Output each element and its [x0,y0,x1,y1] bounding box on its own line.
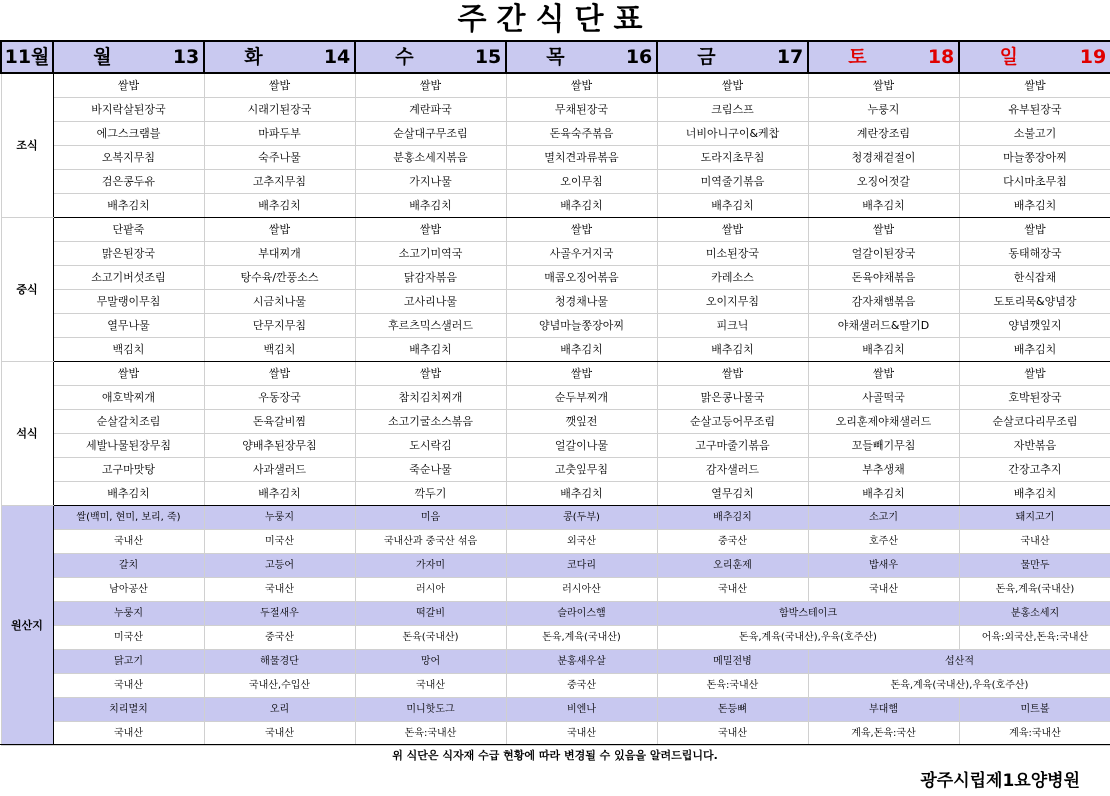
origin-country: 남아공산 [53,578,204,602]
menu-item: 소고기굴소스볶음 [355,410,506,434]
weekly-menu-table [0,40,1110,746]
menu-item: 미소된장국 [657,242,808,266]
menu-item: 고춧잎무침 [506,458,657,482]
menu-item: 쌀밥 [959,362,1110,386]
origin-ingredient: 섭산적 [808,650,1110,674]
origin-ingredient: 두절새우 [204,602,355,626]
menu-item: 돈육갈비찜 [204,410,355,434]
menu-item: 쌀밥 [808,218,959,242]
menu-item: 쌀밥 [808,362,959,386]
origin-ingredient: 돼지고기 [959,506,1110,530]
menu-item: 부대찌개 [204,242,355,266]
menu-item: 배추김치 [204,482,355,506]
menu-item: 양배추된장무침 [204,434,355,458]
day-number: 16 [625,46,653,68]
origin-country: 국내산 [808,578,959,602]
day-header [355,41,506,73]
origin-country: 국내산 [53,674,204,698]
menu-item: 배추김치 [506,338,657,362]
origin-country: 국내산 [657,722,808,746]
menu-item: 참치김치찌개 [355,386,506,410]
menu-item: 단무지무침 [204,314,355,338]
day-name: 월 [93,46,112,68]
origin-ingredient: 가자미 [355,554,506,578]
origin-country: 계육,돈육:국산 [808,722,959,746]
origin-ingredient: 누룽지 [204,506,355,530]
menu-item: 마늘쫑장아찌 [959,146,1110,170]
menu-item: 오이지무침 [657,290,808,314]
menu-item: 단팥죽 [53,218,204,242]
origin-country: 국내산 [959,530,1110,554]
meal-label: 석식 [1,362,53,506]
origin-row [1,530,1110,554]
day-header [808,41,959,73]
menu-item: 시금치나물 [204,290,355,314]
menu-item: 사골떡국 [808,386,959,410]
day-number: 19 [1079,46,1107,68]
origin-ingredient: 비엔나 [506,698,657,722]
menu-item: 오리훈제야채샐러드 [808,410,959,434]
menu-item: 도토리묵&양념장 [959,290,1110,314]
menu-item: 깻잎전 [506,410,657,434]
menu-item: 배추김치 [959,338,1110,362]
origin-country: 국내산 [355,674,506,698]
menu-item: 호박된장국 [959,386,1110,410]
origin-ingredient: 누룽지 [53,602,204,626]
origin-ingredient: 코다리 [506,554,657,578]
menu-item: 청경채나물 [506,290,657,314]
menu-row [1,338,1110,362]
menu-item: 야채샐러드&딸기D [808,314,959,338]
menu-item: 배추김치 [355,194,506,218]
origin-country: 돈육,계육(국내산),우육(호주산) [657,626,959,650]
menu-item: 오징어젓갈 [808,170,959,194]
menu-item: 배추김치 [808,338,959,362]
menu-item: 맑은된장국 [53,242,204,266]
menu-item: 마파두부 [204,122,355,146]
menu-item: 카레소스 [657,266,808,290]
menu-row [1,146,1110,170]
day-name: 토 [848,46,867,68]
origin-ingredient: 메밀전병 [657,650,808,674]
menu-item: 깍두기 [355,482,506,506]
menu-item: 가지나물 [355,170,506,194]
day-number: 18 [927,46,955,68]
menu-item: 쌀밥 [355,218,506,242]
menu-item: 시래기된장국 [204,98,355,122]
menu-item: 간장고추지 [959,458,1110,482]
menu-item: 검은콩두유 [53,170,204,194]
origin-country: 국내산 [657,578,808,602]
menu-item: 무말랭이무침 [53,290,204,314]
origin-row [1,506,1110,530]
menu-item: 열무나물 [53,314,204,338]
origin-country: 호주산 [808,530,959,554]
origin-ingredient: 치리멸치 [53,698,204,722]
day-header [657,41,808,73]
day-number: 15 [474,46,502,68]
menu-item: 애호박찌개 [53,386,204,410]
menu-item: 배추김치 [808,482,959,506]
origin-ingredient: 콩(두부) [506,506,657,530]
origin-ingredient: 해물경단 [204,650,355,674]
origin-country: 국내산 [53,530,204,554]
origin-row [1,722,1110,746]
day-name: 일 [999,46,1018,68]
origin-label: 원산지 [1,506,53,746]
origin-ingredient: 미음 [355,506,506,530]
menu-item: 누룽지 [808,98,959,122]
menu-item: 쌀밥 [959,73,1110,98]
menu-row [1,242,1110,266]
origin-row [1,602,1110,626]
menu-item: 바지락살된장국 [53,98,204,122]
origin-country: 미국산 [204,530,355,554]
origin-country: 어육:외국산,돈육:국내산 [959,626,1110,650]
menu-item: 쌀밥 [53,73,204,98]
origin-ingredient: 오리 [204,698,355,722]
origin-country: 러시아 [355,578,506,602]
origin-ingredient: 떡갈비 [355,602,506,626]
menu-item: 미역줄기볶음 [657,170,808,194]
day-number: 14 [323,46,351,68]
day-name: 수 [395,46,414,68]
day-name: 목 [546,46,565,68]
menu-item: 매콤오징어볶음 [506,266,657,290]
origin-ingredient: 슬라이스햄 [506,602,657,626]
menu-item: 사골우거지국 [506,242,657,266]
menu-change-notice: 위 식단은 식자재 수급 현황에 따라 변경될 수 있음을 알려드립니다. [0,744,1110,767]
menu-item: 자반볶음 [959,434,1110,458]
menu-item: 얼갈이된장국 [808,242,959,266]
menu-item: 오이무침 [506,170,657,194]
origin-country: 미국산 [53,626,204,650]
origin-country: 계육:국내산 [959,722,1110,746]
page-title: 주간식단표 [457,2,653,37]
day-header [204,41,355,73]
origin-row [1,626,1110,650]
menu-item: 무채된장국 [506,98,657,122]
menu-item: 탕수육/깐풍소스 [204,266,355,290]
origin-country: 돈육,계육(국내산),우육(호주산) [808,674,1110,698]
origin-ingredient: 소고기 [808,506,959,530]
menu-row [1,98,1110,122]
menu-item: 소고기버섯조림 [53,266,204,290]
origin-ingredient: 쌀(백미, 현미, 보리, 죽) [53,506,204,530]
menu-item: 배추김치 [959,482,1110,506]
menu-item: 백김치 [53,338,204,362]
menu-item: 유부된장국 [959,98,1110,122]
menu-item: 동태해장국 [959,242,1110,266]
menu-item: 쌀밥 [657,362,808,386]
origin-ingredient: 물만두 [959,554,1110,578]
menu-row [1,218,1110,242]
menu-item: 돈육야채볶음 [808,266,959,290]
menu-row [1,170,1110,194]
origin-country: 국내산 [204,722,355,746]
menu-item: 배추김치 [506,482,657,506]
menu-row [1,122,1110,146]
menu-row [1,73,1110,98]
day-name: 금 [697,46,716,68]
menu-item: 순두부찌개 [506,386,657,410]
day-header [959,41,1110,73]
origin-ingredient: 닭고기 [53,650,204,674]
menu-item: 순살갈치조림 [53,410,204,434]
menu-row [1,266,1110,290]
origin-ingredient: 갈치 [53,554,204,578]
menu-item: 쌀밥 [53,362,204,386]
menu-item: 소고기미역국 [355,242,506,266]
hospital-name: 광주시립제1요양병원 [920,771,1080,791]
menu-item: 멸치견과류볶음 [506,146,657,170]
origin-row [1,698,1110,722]
menu-item: 한식잡채 [959,266,1110,290]
menu-item: 피크닉 [657,314,808,338]
origin-ingredient: 미트볼 [959,698,1110,722]
menu-item: 돈육숙주볶음 [506,122,657,146]
menu-item: 감자샐러드 [657,458,808,482]
menu-item: 배추김치 [53,194,204,218]
menu-item: 맑은콩나물국 [657,386,808,410]
menu-item: 양념깻잎지 [959,314,1110,338]
menu-item: 쌀밥 [657,218,808,242]
day-number: 17 [776,46,804,68]
menu-item: 배추김치 [657,338,808,362]
menu-item: 순살코다리무조림 [959,410,1110,434]
menu-item: 쌀밥 [204,218,355,242]
origin-country: 국내산,수입산 [204,674,355,698]
origin-ingredient: 배추김치 [657,506,808,530]
origin-country: 국내산 [506,722,657,746]
menu-row [1,458,1110,482]
origin-ingredient: 고등어 [204,554,355,578]
menu-item: 죽순나물 [355,458,506,482]
menu-item: 배추김치 [959,194,1110,218]
menu-item: 너비아니구이&케찹 [657,122,808,146]
menu-item: 부추생채 [808,458,959,482]
menu-item: 얼갈이나물 [506,434,657,458]
origin-country: 중국산 [657,530,808,554]
menu-item: 사과샐러드 [204,458,355,482]
origin-country: 외국산 [506,530,657,554]
origin-ingredient: 부대햄 [808,698,959,722]
day-header [53,41,204,73]
menu-row [1,194,1110,218]
menu-item: 배추김치 [808,194,959,218]
menu-item: 쌀밥 [355,73,506,98]
origin-ingredient: 밥새우 [808,554,959,578]
menu-item: 고구마맛탕 [53,458,204,482]
menu-item: 고구마줄기볶음 [657,434,808,458]
menu-item: 배추김치 [657,194,808,218]
menu-item: 다시마초무침 [959,170,1110,194]
menu-item: 도라지초무침 [657,146,808,170]
origin-country: 돈육,계육(국내산) [959,578,1110,602]
menu-item: 고사리나물 [355,290,506,314]
menu-row [1,290,1110,314]
origin-row [1,674,1110,698]
origin-row [1,578,1110,602]
origin-ingredient: 오리훈제 [657,554,808,578]
menu-row [1,314,1110,338]
menu-item: 백김치 [204,338,355,362]
menu-item: 분홍소세지볶음 [355,146,506,170]
menu-item: 에그스크램블 [53,122,204,146]
origin-country: 돈육,계육(국내산) [506,626,657,650]
menu-item: 숙주나물 [204,146,355,170]
origin-ingredient: 망어 [355,650,506,674]
meal-label: 조식 [1,73,53,218]
origin-ingredient: 돈등뼈 [657,698,808,722]
menu-item: 쌀밥 [657,73,808,98]
menu-item: 크림스프 [657,98,808,122]
menu-item: 쌀밥 [959,218,1110,242]
menu-item: 배추김치 [53,482,204,506]
menu-item: 오복지무침 [53,146,204,170]
origin-country: 중국산 [204,626,355,650]
menu-item: 순살고등어무조림 [657,410,808,434]
menu-row [1,482,1110,506]
menu-item: 꼬들빼기무침 [808,434,959,458]
month-header: 11월 [1,41,53,73]
day-number: 13 [172,46,200,68]
origin-country: 국내산과 중국산 섞음 [355,530,506,554]
origin-country: 돈육:국내산 [657,674,808,698]
menu-item: 계란장조림 [808,122,959,146]
menu-item: 쌀밥 [204,73,355,98]
origin-country: 돈육:국내산 [355,722,506,746]
origin-ingredient: 미니핫도그 [355,698,506,722]
menu-item: 우동장국 [204,386,355,410]
origin-row [1,650,1110,674]
menu-item: 쌀밥 [506,218,657,242]
menu-row [1,386,1110,410]
menu-row [1,410,1110,434]
menu-item: 계란파국 [355,98,506,122]
menu-row [1,434,1110,458]
menu-item: 쌀밥 [204,362,355,386]
menu-item: 배추김치 [204,194,355,218]
origin-country: 국내산 [204,578,355,602]
menu-item: 쌀밥 [506,73,657,98]
menu-item: 청경채겉절이 [808,146,959,170]
menu-item: 감자채햄볶음 [808,290,959,314]
menu-item: 배추김치 [355,338,506,362]
origin-ingredient: 분홍새우살 [506,650,657,674]
origin-row [1,554,1110,578]
menu-item: 닭감자볶음 [355,266,506,290]
menu-item: 후르츠믹스샐러드 [355,314,506,338]
menu-item: 양념마늘쫑장아찌 [506,314,657,338]
menu-item: 고추지무침 [204,170,355,194]
menu-item: 열무김치 [657,482,808,506]
origin-country: 중국산 [506,674,657,698]
origin-country: 국내산 [53,722,204,746]
menu-item: 세발나물된장무침 [53,434,204,458]
menu-item: 도시락김 [355,434,506,458]
menu-item: 쌀밥 [355,362,506,386]
origin-country: 러시아산 [506,578,657,602]
origin-country: 돈육(국내산) [355,626,506,650]
meal-label: 중식 [1,218,53,362]
origin-ingredient: 분홍소세지 [959,602,1110,626]
day-name: 화 [244,46,263,68]
menu-item: 순살대구무조림 [355,122,506,146]
menu-item: 쌀밥 [506,362,657,386]
menu-item: 소불고기 [959,122,1110,146]
day-header [506,41,657,73]
menu-row [1,362,1110,386]
menu-item: 배추김치 [506,194,657,218]
origin-ingredient: 함박스테이크 [657,602,959,626]
menu-item: 쌀밥 [808,73,959,98]
